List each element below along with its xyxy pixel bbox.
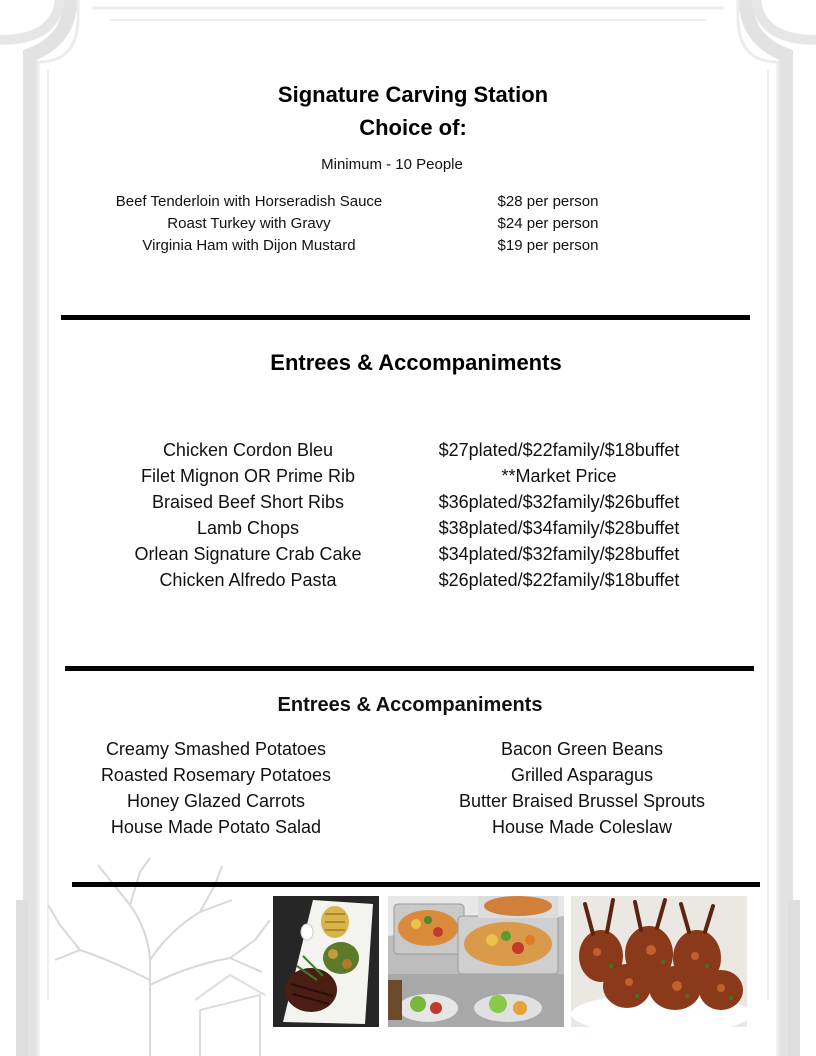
side-item: House Made Coleslaw: [491, 817, 673, 837]
entree-name: Orlean Signature Crab Cake: [134, 544, 362, 564]
accompaniments-right-list: [436, 736, 728, 840]
carving-item-price: $19 per person: [497, 237, 599, 254]
carving-item-name: Beef Tenderloin with Horseradish Sauce: [115, 193, 383, 210]
entree-price: **Market Price: [501, 466, 617, 486]
side-item: Roasted Rosemary Potatoes: [100, 765, 332, 785]
entree-name-list: [96, 437, 400, 593]
entree-name: Filet Mignon OR Prime Rib: [140, 466, 356, 486]
carving-subtitle: Choice of:: [359, 115, 467, 140]
section-divider: [65, 666, 754, 671]
entree-price-list: [420, 437, 698, 593]
carving-item-list: [90, 191, 408, 257]
side-item: Honey Glazed Carrots: [126, 791, 306, 811]
section-divider: [61, 315, 750, 320]
entree-name: Chicken Cordon Bleu: [162, 440, 334, 460]
entree-price: $27plated/$22family/$18buffet: [438, 440, 680, 460]
entree-price: $36plated/$32family/$26buffet: [438, 492, 680, 512]
steak-photo: [273, 896, 379, 1027]
roasted-quail-photo: [571, 896, 747, 1027]
entree-price: $34plated/$32family/$28buffet: [438, 544, 680, 564]
carving-item-name: Roast Turkey with Gravy: [167, 215, 331, 232]
buffet-photo: [388, 896, 564, 1027]
entree-name: Lamb Chops: [196, 518, 300, 538]
carving-price-list: [468, 191, 628, 257]
section-divider: [72, 882, 760, 887]
carving-item-name: Virginia Ham with Dijon Mustard: [142, 237, 356, 254]
entree-price: $38plated/$34family/$28buffet: [438, 518, 680, 538]
accompaniments-title: Entrees & Accompaniments: [277, 694, 543, 716]
entree-name: Chicken Alfredo Pasta: [159, 570, 337, 590]
carving-title: Signature Carving Station: [277, 82, 549, 107]
carving-item-price: $28 per person: [497, 193, 599, 210]
side-item: Bacon Green Beans: [500, 739, 664, 759]
side-item: Grilled Asparagus: [510, 765, 654, 785]
side-item: Creamy Smashed Potatoes: [105, 739, 327, 759]
carving-item-price: $24 per person: [497, 215, 599, 232]
tree-illustration: [48, 858, 270, 1056]
accompaniments-left-list: [76, 736, 356, 840]
carving-minimum: Minimum - 10 People: [321, 156, 463, 173]
entrees-title: Entrees & Accompaniments: [270, 350, 562, 375]
side-item: House Made Potato Salad: [110, 817, 322, 837]
side-item: Butter Braised Brussel Sprouts: [458, 791, 706, 811]
entree-name: Braised Beef Short Ribs: [151, 492, 345, 512]
entree-price: $26plated/$22family/$18buffet: [438, 570, 680, 590]
